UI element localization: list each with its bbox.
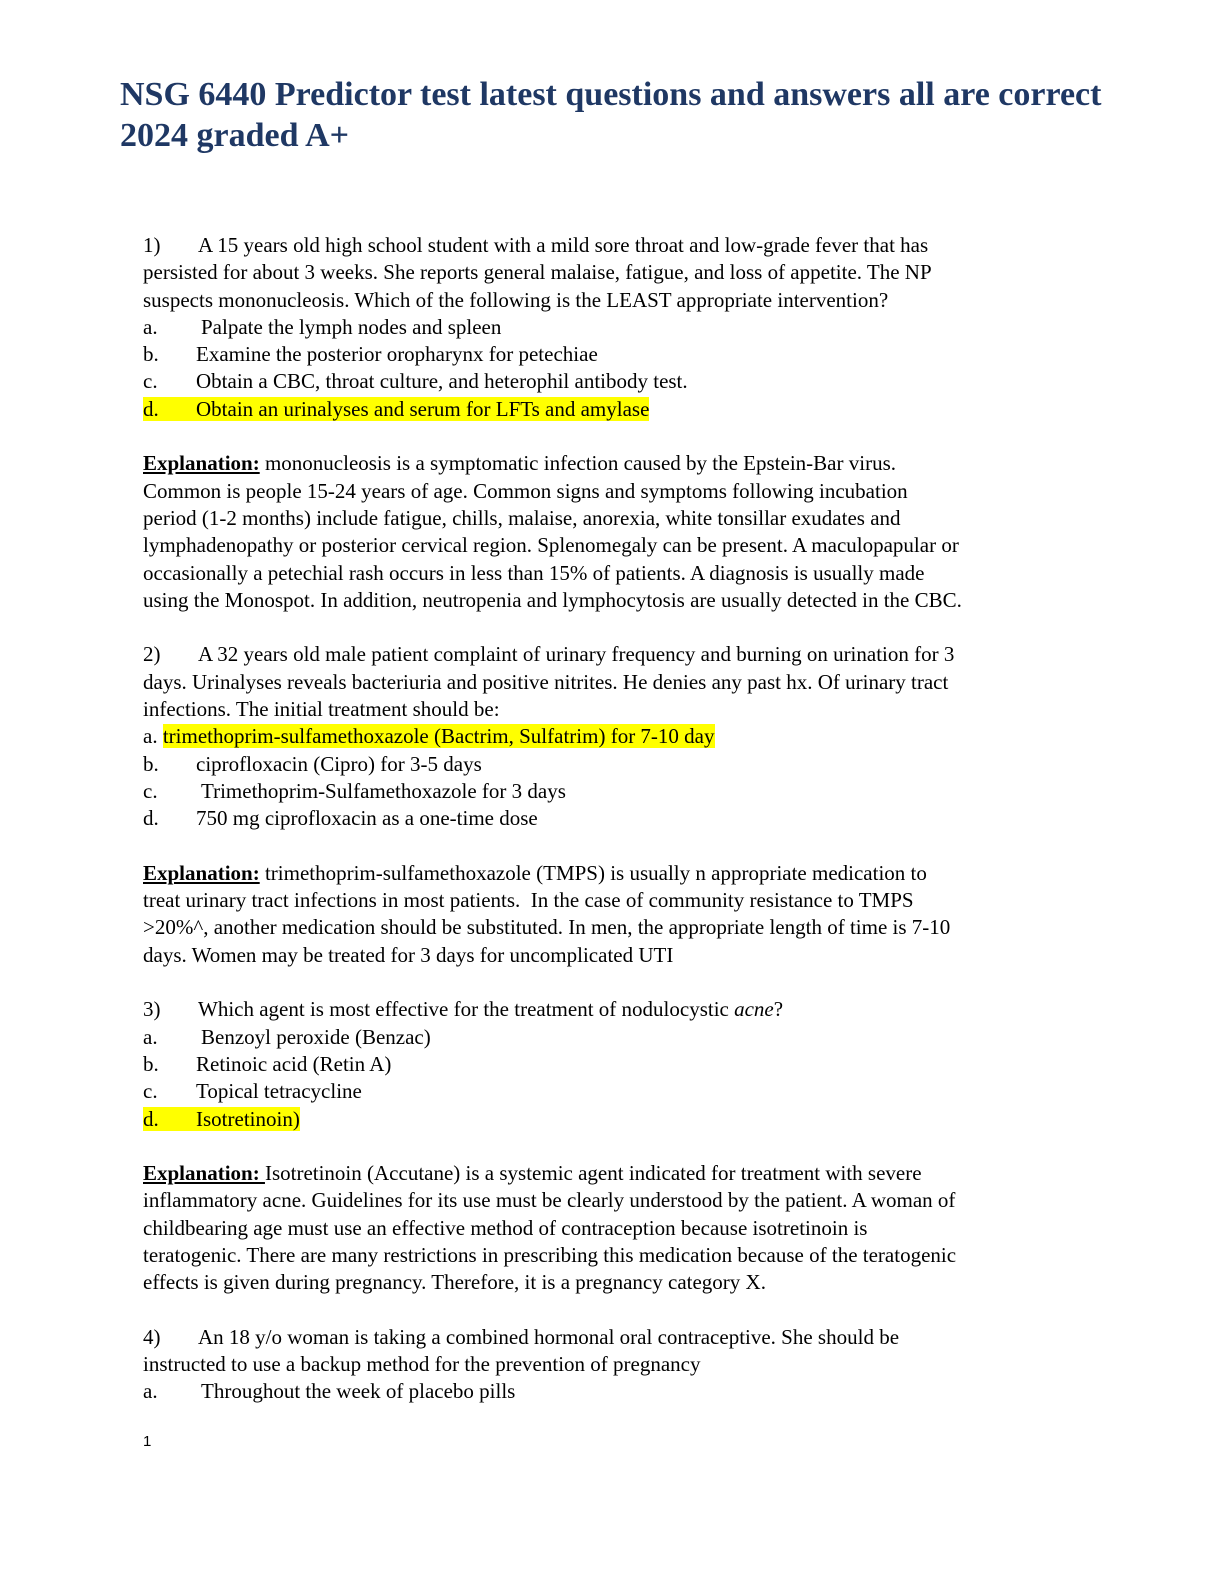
question-stem-line: 2) A 32 years old male patient complaint of urinary frequency and burning on urination for 3 (143, 641, 1083, 668)
question-stem-line: persisted for about 3 weeks. She reports general malaise, fatigue, and loss of appetite. The NP (143, 260, 932, 285)
explanation-line: effects is given during pregnancy. Therefore, it is a pregnancy category X. (143, 1270, 766, 1295)
question-4 (143, 1324, 1083, 1406)
question-stem-line: 1) A 15 years old high school student with a mild sore throat and low-grade fever that has (143, 232, 1083, 259)
answer-option-a: a. Benzoyl peroxide (Benzac) (143, 1024, 431, 1049)
question-1 (143, 232, 1083, 614)
correct-answer-highlight: d. Isotretinoin) (143, 1106, 300, 1131)
explanation-label: Explanation: (143, 1161, 265, 1186)
explanation-line: teratogenic. There are many restrictions in prescribing this medication because of the teratogenic (143, 1242, 957, 1267)
answer-option-b: b. Retinoic acid (Retin A) (143, 1051, 392, 1076)
page-number: 1 (143, 1433, 152, 1450)
answer-option-a: a. Palpate the lymph nodes and spleen (143, 314, 502, 339)
answer-option-c: c. Topical tetracycline (143, 1079, 362, 1104)
question-stem-line: 4) An 18 y/o woman is taking a combined hormonal oral contraceptive. She should be (143, 1324, 1083, 1351)
question-3 (143, 996, 1083, 1296)
explanation-line: >20%^, another medication should be substituted. In men, the appropriate length of time is 7-10 (143, 915, 951, 940)
answer-option-d: d. 750 mg ciprofloxacin as a one-time dose (143, 806, 538, 831)
explanation-line: Explanation: mononucleosis is a symptomatic infection caused by the Epstein-Bar virus. (143, 451, 896, 476)
explanation-line: Common is people 15-24 years of age. Common signs and symptoms following incubation (143, 478, 908, 503)
question-stem-line: days. Urinalyses reveals bacteriuria and positive nitrites. He denies any past hx. Of urinary tract (143, 669, 949, 694)
answer-option-c: c. Trimethoprim-Sulfamethoxazole for 3 days (143, 778, 566, 803)
explanation-line: childbearing age must use an effective method of contraception because isotretinoin is (143, 1215, 868, 1240)
explanation-line: treat urinary tract infections in most patients. In the case of community resistance to TMPS (143, 888, 914, 913)
explanation-line: days. Women may be treated for 3 days for uncomplicated UTI (143, 942, 674, 967)
answer-option-d-correct (143, 396, 1083, 423)
question-stem-line: instructed to use a backup method for the prevention of pregnancy (143, 1352, 701, 1377)
correct-answer-highlight: d. Obtain an urinalyses and serum for LFTs and amylase (143, 396, 650, 421)
answer-option-b: b. ciprofloxacin (Cipro) for 3-5 days (143, 751, 482, 776)
explanation-line: occasionally a petechial rash occurs in less than 15% of patients. A diagnosis is usually made (143, 560, 925, 585)
document-title: NSG 6440 Predictor test latest questions and answers all are correct 2024 graded A+ (120, 76, 1102, 154)
explanation-line: using the Monospot. In addition, neutropenia and lymphocytosis are usually detected in the CBC. (143, 587, 962, 612)
question-stem-line: suspects mononucleosis. Which of the following is the LEAST appropriate intervention? (143, 287, 889, 312)
document-body (143, 232, 1083, 1406)
question-stem-line: infections. The initial treatment should be: (143, 697, 500, 722)
question-number: 1) (143, 233, 161, 257)
explanation-label: Explanation: (143, 451, 260, 476)
explanation-label: Explanation: (143, 860, 260, 885)
italic-term: acne (734, 997, 774, 1022)
question-number: 4) (143, 1324, 161, 1349)
answer-option-a: a. Throughout the week of placebo pills (143, 1379, 516, 1404)
question-stem-line: 3) Which agent is most effective for the treatment of nodulocystic acne? (143, 996, 1083, 1023)
question-2 (143, 641, 1083, 969)
answer-option-c: c. Obtain a CBC, throat culture, and heterophil antibody test. (143, 369, 688, 394)
explanation-line: Explanation: trimethoprim-sulfamethoxazole (TMPS) is usually n appropriate medication to (143, 860, 927, 885)
answer-option-a-correct: a. trimethoprim-sulfamethoxazole (Bactrim, Sulfatrim) for 7-10 day (143, 724, 715, 749)
answer-option-b: b. Examine the posterior oropharynx for petechiae (143, 342, 598, 367)
question-number: 2) (143, 642, 161, 667)
explanation-line: Explanation: Isotretinoin (Accutane) is a systemic agent indicated for treatment with severe (143, 1161, 922, 1186)
explanation-line: period (1-2 months) include fatigue, chills, malaise, anorexia, white tonsillar exudates and (143, 505, 901, 530)
correct-answer-highlight: trimethoprim-sulfamethoxazole (Bactrim, Sulfatrim) for 7-10 day (162, 724, 715, 749)
answer-option-d-correct (143, 1106, 1083, 1133)
explanation-line: inflammatory acne. Guidelines for its use must be clearly understood by the patient. A woman of (143, 1188, 956, 1213)
explanation-line: lymphadenopathy or posterior cervical region. Splenomegaly can be present. A maculopapular or (143, 533, 959, 558)
question-number: 3) (143, 997, 161, 1022)
